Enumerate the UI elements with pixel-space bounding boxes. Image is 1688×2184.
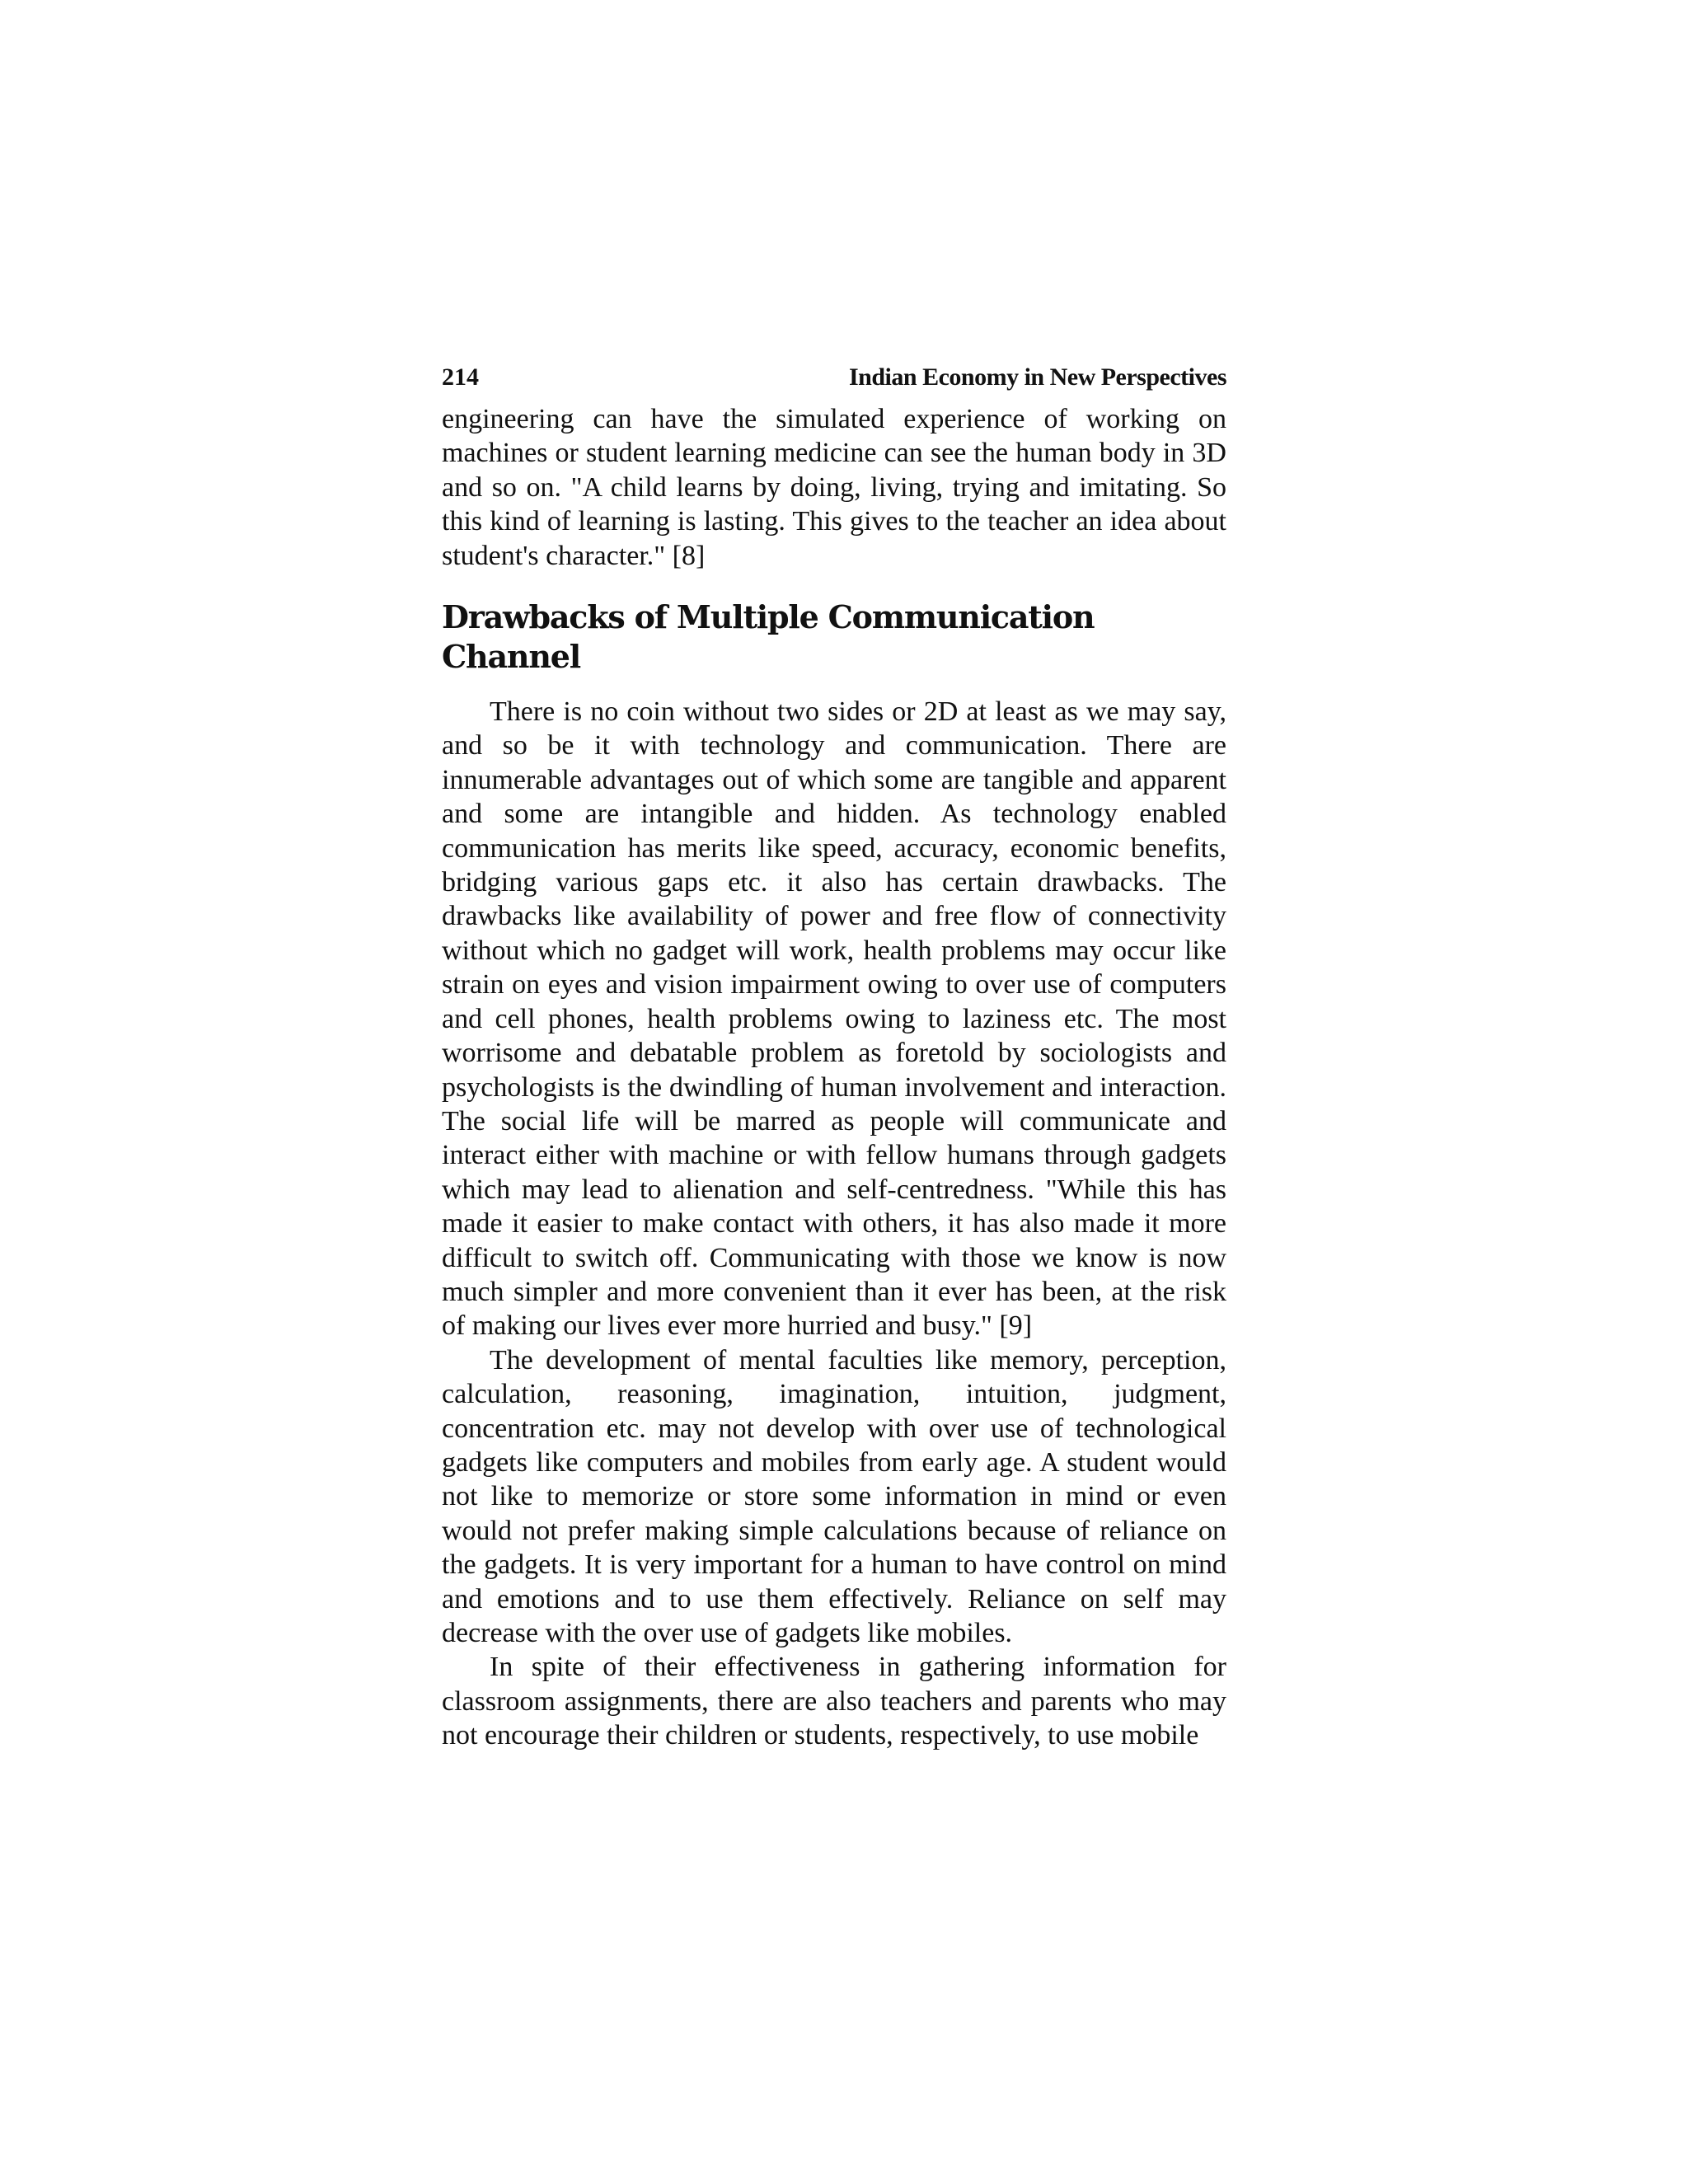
body-paragraph-2: The development of mental faculties like memory, perception, calculation, reasoning, imagination, intuition, judgment, concentration etc. may not develop with over use of technological gadgets like computers and mobiles from early age. A student would not like to memorize or store some information in mind or even would not prefer making simple calculations because of reliance on the gadgets. It is very important for a human to have control on mind and emotions and to use them effectively. Reliance on self may decrease with the over use of gadgets like mobiles. — [442, 1344, 1226, 1648]
section-heading: Drawbacks of Multiple Communication Channel — [442, 598, 1095, 676]
page-number: 214 — [442, 363, 479, 391]
continued-paragraph: engineering can have the simulated experience of working on machines or student learning medicine can see the human body in 3D and so on. "A child learns by doing, living, trying and imitating. So this kind of learning is lasting. This gives to the teacher an idea about student's character." [8] — [442, 404, 1226, 571]
book-page — [442, 359, 1226, 1753]
running-title: Indian Economy in New Perspectives — [849, 363, 1226, 391]
running-header — [442, 359, 1226, 396]
body-paragraph-1: There is no coin without two sides or 2D at least as we may say, and so be it with technology and communication. There are innumerable advantages out of which some are tangible and apparent and some are intangible and hidden. As technology enabled communication has merits like speed, accuracy, economic benefits, bridging various gaps etc. it also has certain drawbacks. The drawbacks like availability of power and free flow of connectivity without which no gadget will work, health problems may occur like strain on eyes and vision impairment owing to over use of computers and cell phones, health problems owing to laziness etc. The most worrisome and debatable problem as foretold by sociologists and psychologists is the dwindling of human involvement and interaction. The social life will be marred as people will communicate and interact either with machine or with fellow humans through gadgets which may lead to alienation and self-centredness. "While this has made it easier to make contact with others, it has also made it more difficult to switch off. Communicating with those we know is now much simpler and more convenient than it ever has been, at the risk of making our lives ever more hurried and busy." [9] — [442, 696, 1226, 1342]
body-paragraph-3: In spite of their effectiveness in gathering information for classroom assignments, there are also teachers and parents who may not encourage their children or students, respectively, to use mobile — [442, 1652, 1226, 1751]
